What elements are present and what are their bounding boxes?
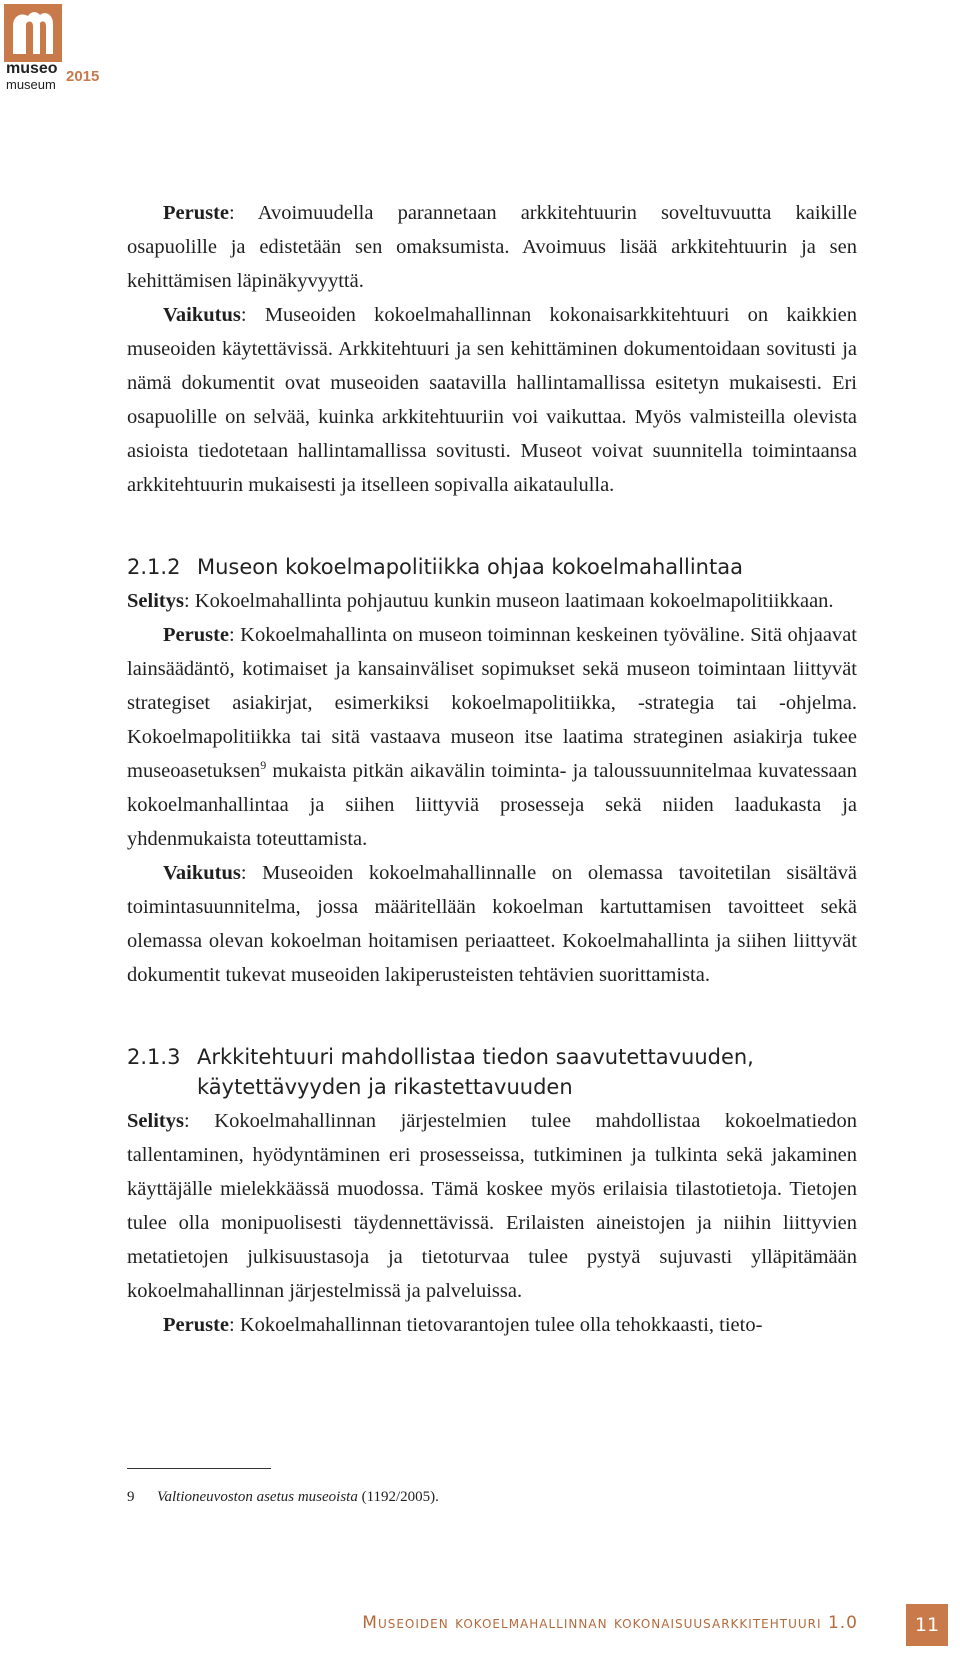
footnote-title: Valtioneuvoston asetus museoista (157, 1489, 358, 1505)
s213-selitys-paragraph (127, 1104, 857, 1308)
s212-vaikutus-paragraph (127, 856, 857, 992)
logo-year: 2015 (66, 68, 100, 85)
section-title-line-2: käytettävyyden ja rikastettavuuden (197, 1075, 573, 1099)
footnote-reference: 9 (260, 758, 267, 773)
peruste-text: : Kokoelmahallinta on museon toiminnan keskeinen työväline. Sitä ohjaavat lainsäädäntö, kotimaiset ja kansainväliset sopimukset sekä museon toimintaan liittyvät strategiset asiakirjat, esimerkiksi kokoelmapolitiikka, -strategia tai -ohjelma. Kokoelmapolitiikka tai sitä vastaava museon itse laatima strateginen asiakirja tukee museoasetuksen (127, 624, 857, 782)
intro-peruste-paragraph (127, 196, 857, 298)
section-heading-2-1-2 (127, 552, 857, 582)
museo-2015-logo (4, 4, 100, 90)
s212-peruste-paragraph (127, 618, 857, 856)
peruste-text-continued: mukaista pitkän aikavälin toiminta- ja taloussuunnitelmaa kuvatessaan kokoelmanhallintaa ja siihen liittyviä prosesseja sekä niiden laadukasta ja yhdenmukaista toteuttamista. (127, 760, 857, 850)
peruste-text: : Avoimuudella parannetaan arkkitehtuurin soveltuvuutta kaikille osapuolille ja edistetään sen omaksumista. Avoimuus lisää arkkitehtuurin ja sen kehittämisen läpinäkyvyyttä. (127, 202, 857, 292)
selitys-text: : Kokoelmahallinnan järjestelmien tulee mahdollistaa kokoelmatiedon tallentaminen, hyödyntäminen eri prosesseissa, tutkiminen ja tulkinta sekä jakaminen käyttäjälle mielekkäässä muodossa. Tämä koskee myös erilaisia tilastotietoja. Tietojen tulee olla monipuolisesti täydennettävissä. Erilaisten aineistojen ja niihin liittyvien metatietojen julkisuustasoja ja tietoturvaa tulee pystyä sujuvasti ylläpitämään kokoelmahallinnan järjestelmissä ja palveluissa. (127, 1110, 857, 1302)
selitys-text: : Kokoelmahallinta pohjautuu kunkin museon laatimaan kokoelmapolitiikkaan. (183, 590, 834, 612)
section-number: 2.1.2 (127, 555, 181, 579)
selitys-label: Selitys (127, 1110, 184, 1132)
running-footer-title: Museoiden kokoelmahallinnan kokonaisuusarkkitehtuuri 1.0 (362, 1613, 858, 1633)
section-title: Museon kokoelmapolitiikka ohjaa kokoelmahallintaa (197, 555, 743, 579)
peruste-label: Peruste (163, 202, 230, 224)
logo-subword: museum (6, 77, 56, 92)
peruste-label: Peruste (163, 1314, 230, 1336)
peruste-label: Peruste (163, 624, 230, 646)
museo-m-logo-icon (4, 4, 62, 62)
peruste-text: : Kokoelmahallinnan tietovarantojen tulee olla tehokkaasti, tieto- (229, 1314, 763, 1336)
footnote-divider (127, 1468, 271, 1469)
vaikutus-text: : Museoiden kokoelmahallinnan kokonaisarkkitehtuuri on kaikkien museoiden käytettävissä. Arkkitehtuuri ja sen kehittäminen dokumentoidaan sovitusti ja nämä dokumentit ovat museoiden saatavilla hallintamallissa esitetyn mukaisesti. Eri osapuolille on selvää, kuinka arkkitehtuuriin voi vaikuttaa. Myös valmisteilla olevista asioista tiedotetaan hallintamallissa sovitusti. Museot voivat suunnitella toimintaansa arkkitehtuurin mukaisesti ja itselleen sopivalla aikataululla. (127, 304, 857, 496)
s213-peruste-paragraph (127, 1308, 857, 1342)
vaikutus-label: Vaikutus (163, 304, 241, 326)
s212-selitys-paragraph (127, 584, 857, 618)
page-number: 11 (906, 1604, 948, 1646)
page-body (127, 196, 857, 1342)
logo-word: museo (6, 60, 58, 77)
section-heading-2-1-3 (127, 1042, 857, 1102)
section-number: 2.1.3 (127, 1045, 181, 1069)
footnote-number: 9 (127, 1489, 135, 1505)
footnote-rest: (1192/2005). (357, 1489, 439, 1505)
section-title-line-1: Arkkitehtuuri mahdollistaa tiedon saavutettavuuden, (197, 1045, 754, 1069)
intro-vaikutus-paragraph (127, 298, 857, 502)
vaikutus-label: Vaikutus (163, 862, 241, 884)
footnote (127, 1489, 439, 1506)
vaikutus-text: : Museoiden kokoelmahallinnalle on olemassa tavoitetilan sisältävä toimintasuunnitelma, jossa määritellään kokoelman kartuttamisen tavoitteet sekä olemassa olevan kokoelman hoitamisen periaatteet. Kokoelmahallinta ja siihen liittyvät dokumentit tukevat museoiden lakiperusteisten tehtävien suorittamista. (127, 862, 857, 986)
selitys-label: Selitys (127, 590, 184, 612)
